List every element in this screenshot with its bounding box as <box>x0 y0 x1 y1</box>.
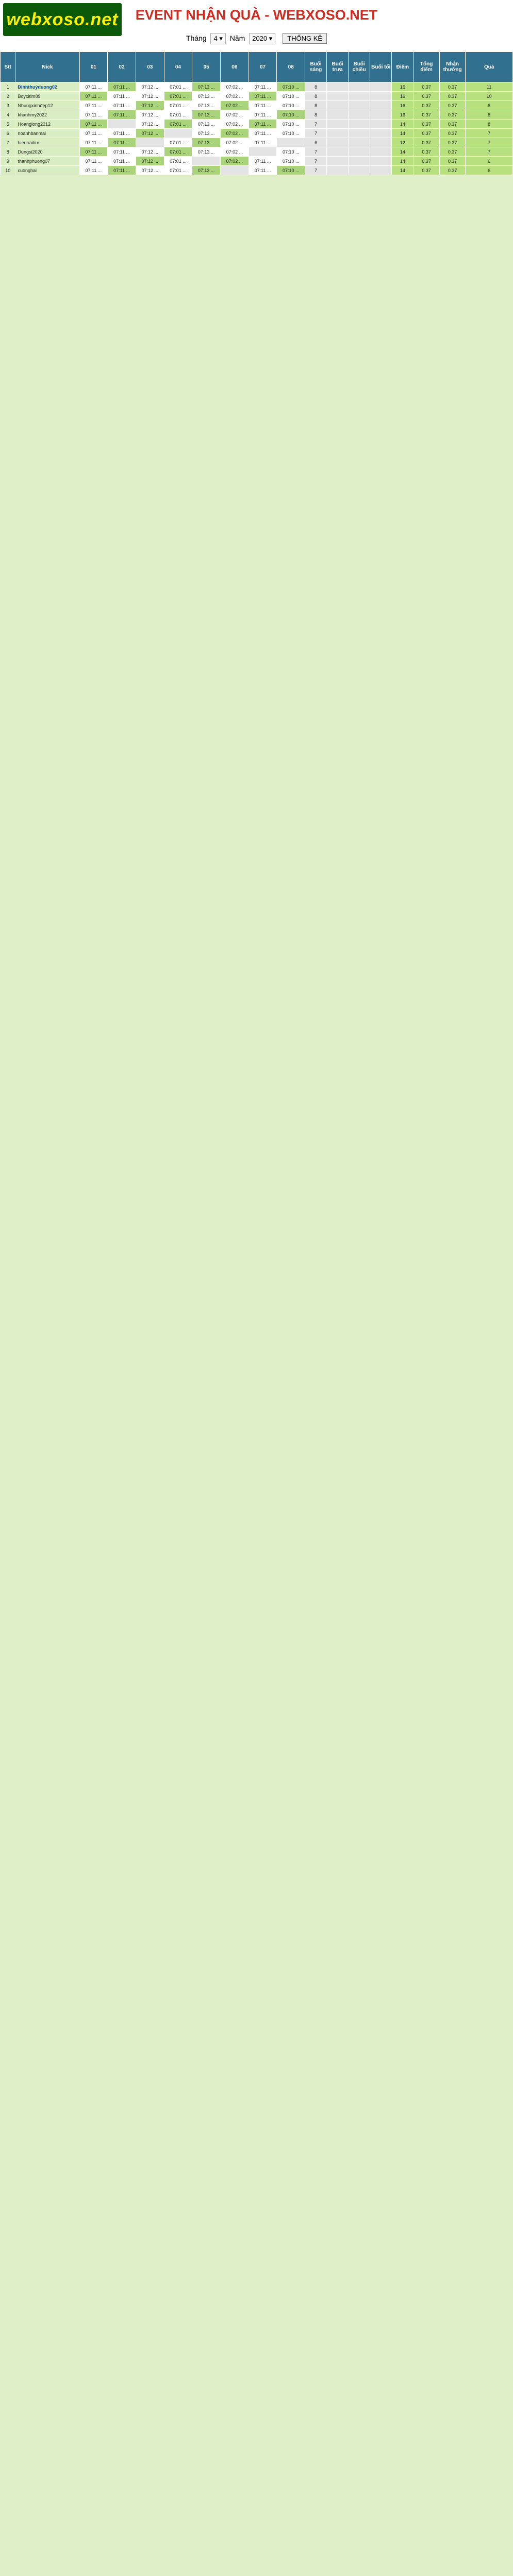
table-cell: 07:11 ... <box>108 110 136 120</box>
table-cell: 11 <box>466 82 513 92</box>
table-cell: 0.37 <box>413 166 439 175</box>
table-cell: 07:10 ... <box>277 147 305 157</box>
table-cell: 07:02 ... <box>220 82 249 92</box>
table-cell <box>349 92 370 101</box>
table-cell: 07:02 ... <box>220 129 249 138</box>
table-cell: 07:10 ... <box>277 129 305 138</box>
nick-cell[interactable]: cuonghai <box>15 166 79 175</box>
table-row <box>1 147 513 157</box>
column-header: Buổi tối <box>370 52 392 82</box>
table-cell: 5 <box>1 120 15 129</box>
table-cell <box>370 147 392 157</box>
table-cell <box>349 110 370 120</box>
table-cell: 07:01 ... <box>164 110 192 120</box>
table-cell <box>349 82 370 92</box>
table-cell: 14 <box>392 129 413 138</box>
column-header: Buổi chiều <box>349 52 370 82</box>
table-row <box>1 157 513 166</box>
table-cell: 07:12 ... <box>136 120 164 129</box>
header <box>0 0 513 52</box>
table-cell: 07:12 ... <box>136 110 164 120</box>
table-cell: 07:01 ... <box>164 166 192 175</box>
table-cell: 7 <box>305 120 327 129</box>
table-cell: 07:01 ... <box>164 82 192 92</box>
table-cell: 07:11 ... <box>79 166 108 175</box>
table-row <box>1 82 513 92</box>
table-cell: 0.37 <box>439 138 465 147</box>
table-cell: 07:11 ... <box>249 138 277 147</box>
table-cell: 07:11 ... <box>108 166 136 175</box>
table-cell: 07:11 ... <box>79 110 108 120</box>
table-cell: 07:11 ... <box>108 157 136 166</box>
table-cell: 07:02 ... <box>220 120 249 129</box>
table-cell: 8 <box>305 82 327 92</box>
table-cell: 0.37 <box>439 157 465 166</box>
column-header: 03 <box>136 52 164 82</box>
table-cell: 0.37 <box>439 92 465 101</box>
table-cell: 9 <box>1 157 15 166</box>
table-cell: 07:11 ... <box>249 129 277 138</box>
table-cell: 07:10 ... <box>277 110 305 120</box>
table-row <box>1 110 513 120</box>
table-cell <box>370 129 392 138</box>
table-cell: 07:02 ... <box>220 138 249 147</box>
table-cell: 07:11 ... <box>108 138 136 147</box>
table-cell: 07:13 ... <box>192 166 221 175</box>
table-cell: 14 <box>392 120 413 129</box>
table-cell: 07:13 ... <box>192 147 221 157</box>
table-cell: 07:02 ... <box>220 110 249 120</box>
table-cell: 6 <box>1 129 15 138</box>
table-cell: 07:11 ... <box>79 147 108 157</box>
filter-bar <box>0 33 513 44</box>
table-cell: 16 <box>392 110 413 120</box>
table-cell: 07:01 ... <box>164 92 192 101</box>
month-select[interactable] <box>210 33 225 44</box>
table-cell <box>327 82 349 92</box>
column-header: 07 <box>249 52 277 82</box>
table-cell: 07:13 ... <box>192 101 221 110</box>
table-cell: 8 <box>466 101 513 110</box>
table-cell: 07:02 ... <box>220 147 249 157</box>
nick-cell[interactable]: thanhphuong07 <box>15 157 79 166</box>
table-cell: 2 <box>1 92 15 101</box>
table-cell: 7 <box>305 157 327 166</box>
table-cell: 8 <box>305 101 327 110</box>
table-cell: 7 <box>466 147 513 157</box>
statistics-button[interactable]: THỐNG KÊ <box>283 33 327 44</box>
table-cell: 07:01 ... <box>164 138 192 147</box>
table-cell: 14 <box>392 157 413 166</box>
event-table <box>0 52 513 175</box>
chevron-down-icon: ▾ <box>269 35 273 42</box>
table-row <box>1 166 513 175</box>
table-cell: 8 <box>466 120 513 129</box>
table-cell: 14 <box>392 166 413 175</box>
table-cell <box>370 157 392 166</box>
table-cell: 07:11 ... <box>249 120 277 129</box>
table-cell: 7 <box>305 147 327 157</box>
table-cell <box>220 166 249 175</box>
column-header: Tổng điểm <box>413 52 439 82</box>
table-cell: 0.37 <box>413 101 439 110</box>
table-cell <box>370 110 392 120</box>
table-cell <box>370 166 392 175</box>
chevron-down-icon: ▾ <box>219 35 223 42</box>
table-cell: 10 <box>466 92 513 101</box>
table-cell: 07:12 ... <box>136 147 164 157</box>
table-cell: 0.37 <box>413 147 439 157</box>
table-cell: 16 <box>392 101 413 110</box>
table-cell: 0.37 <box>413 120 439 129</box>
table-cell: 07:11 ... <box>79 101 108 110</box>
nick-cell[interactable]: Dungsi2020 <box>15 147 79 157</box>
table-cell: 8 <box>466 110 513 120</box>
table-cell: 07:12 ... <box>136 157 164 166</box>
nick-cell[interactable]: khanhmy2022 <box>15 110 79 120</box>
table-cell: 07:11 ... <box>249 110 277 120</box>
table-cell: 6 <box>305 138 327 147</box>
table-cell: 07:11 ... <box>249 82 277 92</box>
table-cell: 07:10 ... <box>277 92 305 101</box>
table-row <box>1 101 513 110</box>
table-cell <box>349 101 370 110</box>
table-cell: 07:02 ... <box>220 92 249 101</box>
table-cell: 0.37 <box>439 110 465 120</box>
table-cell: 7 <box>466 129 513 138</box>
table-cell: 07:11 ... <box>79 157 108 166</box>
table-cell <box>327 147 349 157</box>
table-cell: 0.37 <box>439 129 465 138</box>
table-cell: 07:13 ... <box>192 110 221 120</box>
nick-cell[interactable]: hieutraitim <box>15 138 79 147</box>
table-cell: 07:11 ... <box>79 82 108 92</box>
table-cell: 7 <box>305 166 327 175</box>
table-cell: 07:13 ... <box>192 82 221 92</box>
table-cell: 07:11 ... <box>249 166 277 175</box>
table-cell <box>192 157 221 166</box>
table-cell <box>370 92 392 101</box>
table-cell: 0.37 <box>439 101 465 110</box>
table-cell: 07:13 ... <box>192 138 221 147</box>
table-cell <box>370 138 392 147</box>
table-cell: 07:13 ... <box>192 120 221 129</box>
column-header: Điểm <box>392 52 413 82</box>
table-cell: 07:11 ... <box>79 120 108 129</box>
table-header-row <box>1 52 513 82</box>
table-cell: 0.37 <box>413 92 439 101</box>
column-header: 08 <box>277 52 305 82</box>
table-cell: 07:11 ... <box>249 92 277 101</box>
table-body <box>1 82 513 175</box>
table-cell: 07:01 ... <box>164 157 192 166</box>
table-cell: 0.37 <box>439 82 465 92</box>
table-cell <box>349 157 370 166</box>
table-cell: 07:12 ... <box>136 82 164 92</box>
table-cell: 07:12 ... <box>136 129 164 138</box>
table-cell: 07:01 ... <box>164 120 192 129</box>
table-cell: 07:11 ... <box>108 92 136 101</box>
column-header: 05 <box>192 52 221 82</box>
table-cell: 8 <box>305 110 327 120</box>
table-row <box>1 129 513 138</box>
table-cell: 07:11 ... <box>249 157 277 166</box>
table-cell: 07:11 ... <box>79 138 108 147</box>
table-cell <box>349 138 370 147</box>
table-cell <box>249 147 277 157</box>
table-cell: 0.37 <box>413 110 439 120</box>
table-cell: 07:11 ... <box>79 129 108 138</box>
column-header: Buổi sáng <box>305 52 327 82</box>
year-select[interactable] <box>249 33 275 44</box>
table-cell: 6 <box>466 157 513 166</box>
table-cell: 14 <box>392 147 413 157</box>
table-cell: 7 <box>1 138 15 147</box>
table-cell: 12 <box>392 138 413 147</box>
table-cell: 16 <box>392 92 413 101</box>
column-header: 06 <box>220 52 249 82</box>
table-cell: 07:13 ... <box>192 129 221 138</box>
table-cell <box>164 129 192 138</box>
year-label: Năm <box>229 34 245 42</box>
table-cell: 07:10 ... <box>277 166 305 175</box>
column-header: 04 <box>164 52 192 82</box>
table-cell: 16 <box>392 82 413 92</box>
table-cell <box>277 138 305 147</box>
column-header: Quà <box>466 52 513 82</box>
table-cell <box>349 147 370 157</box>
table-cell: 07:12 ... <box>136 101 164 110</box>
table-cell: 0.37 <box>413 138 439 147</box>
table-cell: 0.37 <box>439 166 465 175</box>
table-cell <box>327 129 349 138</box>
month-label: Tháng <box>186 34 207 42</box>
table-cell <box>327 110 349 120</box>
table-cell: 1 <box>1 82 15 92</box>
table-cell: 4 <box>1 110 15 120</box>
table-cell: 07:10 ... <box>277 101 305 110</box>
nick-cell[interactable]: noanhbanmai <box>15 129 79 138</box>
column-header: Buổi trưa <box>327 52 349 82</box>
table-cell: 07:11 ... <box>79 92 108 101</box>
table-cell: 0.37 <box>439 147 465 157</box>
table-cell <box>136 138 164 147</box>
nick-cell[interactable]: Boycitim89 <box>15 92 79 101</box>
table-cell: 07:02 ... <box>220 157 249 166</box>
table-cell <box>370 101 392 110</box>
table-cell: 8 <box>305 92 327 101</box>
table-cell: 8 <box>1 147 15 157</box>
table-cell: 0.37 <box>439 120 465 129</box>
site-logo[interactable]: webxoso.net <box>3 3 122 36</box>
table-cell: 07:10 ... <box>277 82 305 92</box>
table-cell: 07:01 ... <box>164 101 192 110</box>
table-cell <box>327 120 349 129</box>
column-header: 02 <box>108 52 136 82</box>
table-cell: 6 <box>466 166 513 175</box>
table-cell <box>327 166 349 175</box>
year-value: 2020 <box>252 35 268 42</box>
month-value: 4 <box>213 35 218 42</box>
table-cell: 0.37 <box>413 157 439 166</box>
table-cell: 3 <box>1 101 15 110</box>
table-cell: 07:11 ... <box>108 82 136 92</box>
table-cell: 07:11 ... <box>108 129 136 138</box>
table-cell: 07:01 ... <box>164 147 192 157</box>
table-cell: 07:12 ... <box>136 166 164 175</box>
column-header: Stt <box>1 52 15 82</box>
table-cell <box>370 120 392 129</box>
column-header: Nhận thưởng <box>439 52 465 82</box>
table-cell: 07:13 ... <box>192 92 221 101</box>
column-header: 01 <box>79 52 108 82</box>
nick-cell[interactable]: Đinhthuỷduong02 <box>15 82 79 92</box>
table-row <box>1 92 513 101</box>
table-cell: 07:12 ... <box>136 92 164 101</box>
table-cell <box>327 101 349 110</box>
table-cell <box>327 138 349 147</box>
page-title: EVENT NHẬN QUÀ - WEBXOSO.NET <box>135 7 378 23</box>
table-cell: 07:02 ... <box>220 101 249 110</box>
table-row <box>1 138 513 147</box>
table-row <box>1 120 513 129</box>
table-cell: 07:10 ... <box>277 120 305 129</box>
table-cell: 0.37 <box>413 129 439 138</box>
column-header: Nick <box>15 52 79 82</box>
table-cell <box>327 92 349 101</box>
table-cell: 07:11 ... <box>108 147 136 157</box>
table-cell <box>108 120 136 129</box>
table-cell: 07:10 ... <box>277 157 305 166</box>
table-cell: 7 <box>466 138 513 147</box>
table-cell: 07:11 ... <box>108 101 136 110</box>
table-cell: 7 <box>305 129 327 138</box>
table-cell <box>349 120 370 129</box>
table-cell: 07:11 ... <box>249 101 277 110</box>
table-cell <box>349 129 370 138</box>
nick-cell[interactable]: Hoanglong2212 <box>15 120 79 129</box>
nick-cell[interactable]: Nhungxinhđẹp12 <box>15 101 79 110</box>
table-cell: 10 <box>1 166 15 175</box>
table-cell <box>349 166 370 175</box>
table-cell: 0.37 <box>413 82 439 92</box>
table-cell <box>327 157 349 166</box>
table-cell <box>370 82 392 92</box>
